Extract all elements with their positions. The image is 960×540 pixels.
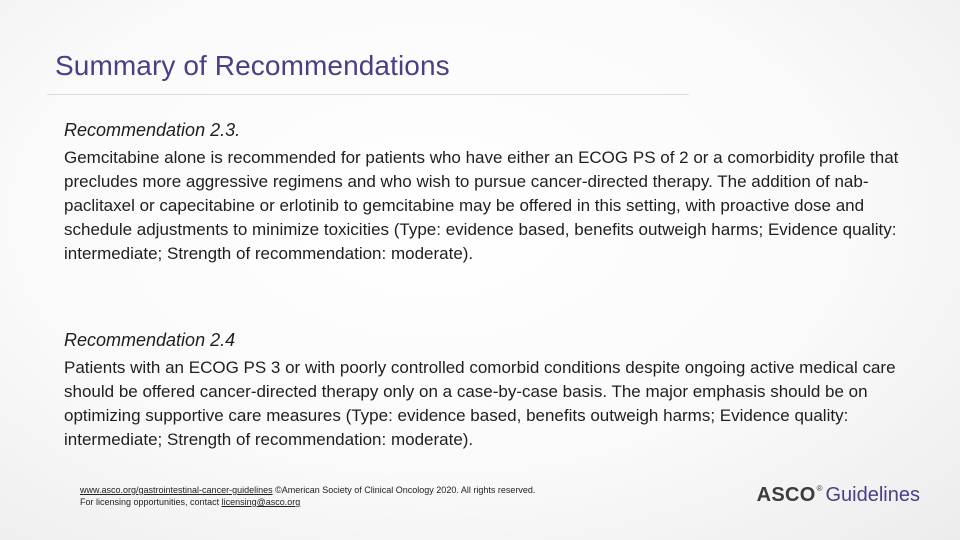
footer-line-2 bbox=[80, 496, 700, 508]
licensing-email-link[interactable]: licensing@asco.org bbox=[221, 497, 301, 507]
recommendation-2-3 bbox=[64, 118, 914, 266]
footer-line-1 bbox=[80, 484, 700, 496]
slide-title: Summary of Recommendations bbox=[55, 50, 450, 81]
copyright-text: ©American Society of Clinical Oncology 2020. All rights reserved. bbox=[272, 485, 536, 495]
recommendation-2-4 bbox=[64, 328, 914, 452]
logo-asco-text: ASCO bbox=[756, 484, 816, 506]
logo-guidelines-text: Guidelines bbox=[825, 484, 920, 506]
logo-registered-mark: ® bbox=[816, 484, 823, 493]
asco-guidelines-logo bbox=[757, 484, 920, 510]
recommendation-heading: Recommendation 2.3. bbox=[64, 120, 241, 140]
recommendation-heading: Recommendation 2.4 bbox=[64, 330, 236, 350]
footer bbox=[80, 484, 700, 508]
recommendation-body: Patients with an ECOG PS 3 or with poorly controlled comorbid conditions despite ongoing active medical care should be offered cancer-directed therapy only on a case-by-case basis. The major emphasis should be on optimizing supportive care measures (Type: evidence based, benefits outweigh harms; Evidence quality: intermediate; Strength of recommendation: moderate). bbox=[64, 358, 896, 449]
recommendation-body: Gemcitabine alone is recommended for patients who have either an ECOG PS of 2 or a comorbidity profile that precludes more aggressive regimens and who wish to pursue cancer-directed therapy. The addition of nab-paclitaxel or capecitabine or erlotinib to gemcitabine may be offered in this setting, with proactive dose and schedule adjustments to minimize toxicities (Type: evidence based, benefits outweigh harms; Evidence quality: intermediate; Strength of recommendation: moderate). bbox=[64, 148, 899, 263]
licensing-text: For licensing opportunities, contact bbox=[80, 497, 222, 507]
title-divider bbox=[47, 94, 689, 95]
guidelines-link[interactable]: www.asco.org/gastrointestinal-cancer-guidelines bbox=[80, 485, 273, 495]
